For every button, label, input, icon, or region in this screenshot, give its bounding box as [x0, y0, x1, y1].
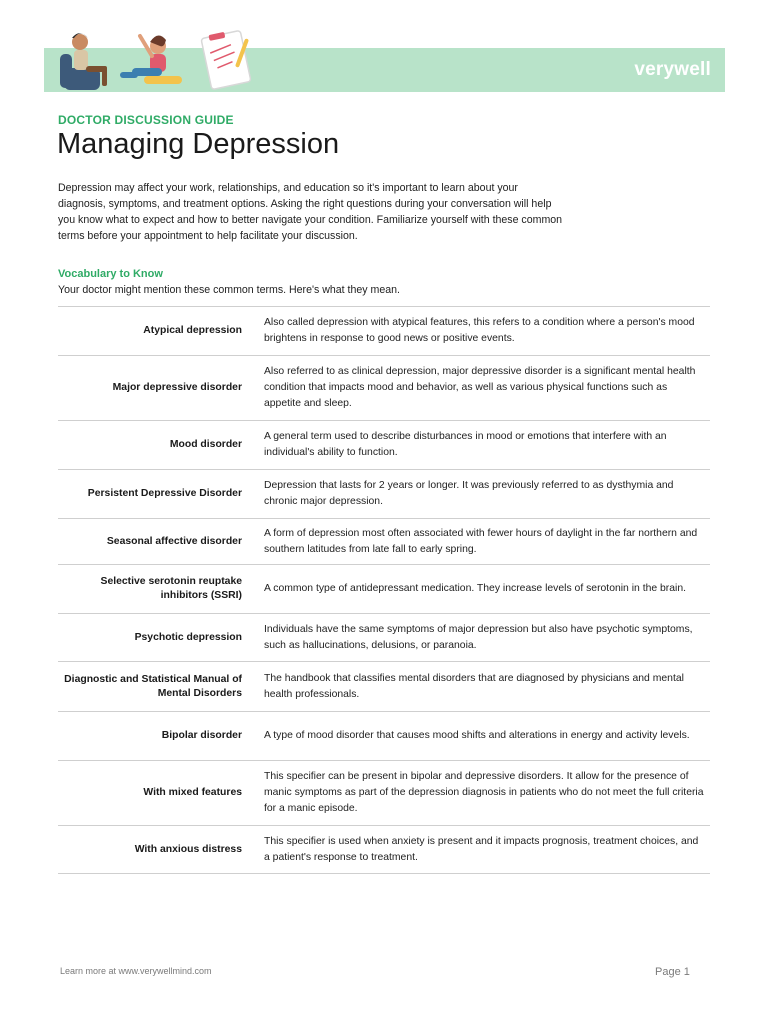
term-name: Mood disorder	[169, 439, 242, 450]
guide-eyebrow: DOCTOR DISCUSSION GUIDE	[58, 113, 234, 127]
term-row	[58, 519, 710, 565]
term-name: With anxious distress	[134, 843, 242, 855]
term-definition: Also called depression with atypical features, this refers to a condition where a person's mood brightens in response to good news or positive events.	[264, 317, 695, 344]
term-definition: A general term used to describe disturbances in mood or emotions that interfere with an individual's ability to function.	[264, 431, 667, 458]
vocabulary-table	[58, 306, 710, 874]
term-row	[58, 565, 710, 614]
term-definition: This specifier is used when anxiety is present and it impacts prognosis, treatment choices, and a patient's response to treatment.	[264, 835, 699, 863]
term-definition: This specifier can be present in bipolar and depressive disorders. It allow for the presence of manic symptoms as part of the depression diagnosis in patients who do not meet the full criteria for a manic episode.	[264, 771, 704, 814]
vocab-subheading: Your doctor might mention these common terms. Here's what they mean.	[58, 284, 400, 296]
term-name: Bipolar disorder	[161, 730, 242, 741]
term-row	[58, 356, 710, 421]
patient-doctor-illustration	[54, 28, 264, 94]
term-definition: A type of mood disorder that causes mood shifts and alterations in energy and activity levels.	[264, 730, 690, 741]
term-row	[58, 712, 710, 761]
term-name: Seasonal affective disorder	[106, 535, 242, 547]
intro-paragraph: Depression may affect your work, relationships, and education so it's important to learn about your diagnosis, symptoms, and treatment options. Asking the right questions during your conversation will help you know what to expect and how to better navigate your condition. Familiarize yourself with these common terms before your appointment to help facilitate your discussion.	[58, 182, 563, 242]
term-name: Psychotic depression	[134, 631, 242, 643]
term-name: With mixed features	[143, 787, 242, 798]
term-name: Major depressive disorder	[112, 382, 242, 393]
term-definition: Individuals have the same symptoms of major depression but also have psychotic symptoms, such as hallucinations, delusions, or paranoia.	[264, 623, 693, 651]
term-definition: The handbook that classifies mental disorders that are diagnosed by physicians and mental health professionals.	[264, 672, 684, 700]
vocab-heading: Vocabulary to Know	[58, 268, 163, 280]
term-row	[58, 761, 710, 826]
term-row	[58, 470, 710, 519]
term-row	[58, 421, 710, 470]
page-title: Managing Depression	[57, 128, 340, 160]
term-definition: A common type of antidepressant medication. They increase levels of serotonin in the brain.	[264, 583, 687, 594]
term-row	[58, 826, 710, 874]
header-banner	[44, 48, 725, 92]
term-name: Diagnostic and Statistical Manual of Mental Disorders	[64, 673, 242, 699]
term-definition: Depression that lasts for 2 years or longer. It was previously referred to as dysthymia and chronic major depression.	[264, 480, 674, 507]
footer-link[interactable]: Learn more at www.verywellmind.com	[60, 966, 212, 976]
term-definition: A form of depression most often associated with fewer hours of daylight in the far northern and southern latitudes from late fall to early spring.	[264, 527, 698, 555]
verywell-logo: verywell	[634, 59, 711, 80]
term-row	[58, 307, 710, 356]
term-row	[58, 662, 710, 712]
term-name: Selective serotonin reuptake inhibitors (SSRI)	[100, 576, 242, 601]
term-name: Atypical depression	[143, 325, 242, 336]
term-name: Persistent Depressive Disorder	[87, 488, 242, 499]
term-row	[58, 614, 710, 662]
term-definition: Also referred to as clinical depression, major depressive disorder is a significant mental health condition that impacts mood and behavior, as well as various physical functions such as appetite and sleep.	[264, 366, 696, 409]
page-number: Page 1	[655, 966, 690, 978]
